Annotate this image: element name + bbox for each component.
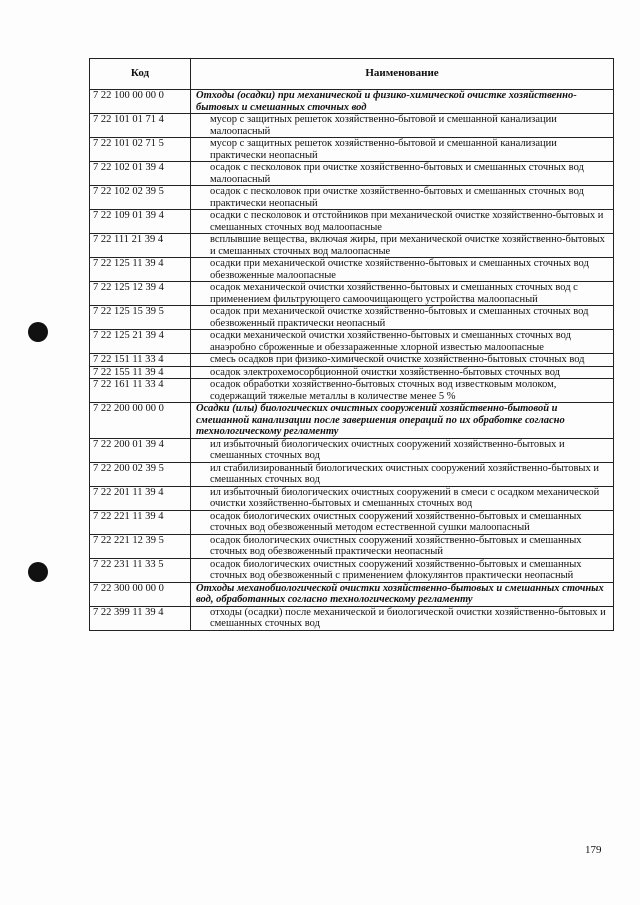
table-row bbox=[90, 138, 614, 162]
row-name: осадок механической очистки хозяйственно-бытовых и смешанных сточных вод с применением фильтрующего самоочищающего устройства малоопасный bbox=[191, 282, 614, 306]
page-number: 179 bbox=[585, 844, 602, 856]
row-name: осадок биологических очистных сооружений хозяйственно-бытовых и смешанных сточных вод обезвоженный методом естественной сушки малоопасный bbox=[191, 510, 614, 534]
row-name: ил стабилизированный биологических очистных сооружений хозяйственно-бытовых и смешанных сточных вод bbox=[191, 462, 614, 486]
punch-hole-top bbox=[28, 322, 48, 342]
row-code: 7 22 125 12 39 4 bbox=[90, 282, 191, 306]
row-code: 7 22 399 11 39 4 bbox=[90, 606, 191, 630]
table-row bbox=[90, 282, 614, 306]
row-name: всплывшие вещества, включая жиры, при механической очистке хозяйственно-бытовых и смешанных сточных вод малоопасные bbox=[191, 234, 614, 258]
row-code: 7 22 151 11 33 4 bbox=[90, 354, 191, 367]
row-name: мусор с защитных решеток хозяйственно-бытовой и смешанной канализации практически неопасный bbox=[191, 138, 614, 162]
row-code: 7 22 155 11 39 4 bbox=[90, 366, 191, 379]
row-code: 7 22 102 01 39 4 bbox=[90, 162, 191, 186]
row-name: осадок с песколовок при очистке хозяйственно-бытовых и смешанных сточных вод малоопасный bbox=[191, 162, 614, 186]
row-name: осадок с песколовок при очистке хозяйственно-бытовых и смешанных сточных вод практически неопасный bbox=[191, 186, 614, 210]
group-title: Осадки (илы) биологических очистных сооружений хозяйственно-бытовой и смешанной канализации после завершения операций по их обработке согласно технологическому регламенту bbox=[191, 403, 614, 439]
row-name: смесь осадков при физико-химической очистке хозяйственно-бытовых сточных вод bbox=[191, 354, 614, 367]
row-code: 7 22 200 01 39 4 bbox=[90, 438, 191, 462]
table-row bbox=[90, 534, 614, 558]
table-row bbox=[90, 486, 614, 510]
table-row bbox=[90, 558, 614, 582]
table-row bbox=[90, 330, 614, 354]
row-code: 7 22 102 02 39 5 bbox=[90, 186, 191, 210]
row-code: 7 22 300 00 00 0 bbox=[90, 582, 191, 606]
row-code: 7 22 125 11 39 4 bbox=[90, 258, 191, 282]
row-name: осадки при механической очистке хозяйственно-бытовых и смешанных сточных вод обезвоженные малоопасные bbox=[191, 258, 614, 282]
table-row bbox=[90, 114, 614, 138]
table-row bbox=[90, 306, 614, 330]
table-row bbox=[90, 366, 614, 379]
row-code: 7 22 111 21 39 4 bbox=[90, 234, 191, 258]
table-row bbox=[90, 162, 614, 186]
group-title: Отходы механобиологической очистки хозяйственно-бытовых и смешанных сточных вод, обработанных согласно технологическому регламенту bbox=[191, 582, 614, 606]
row-code: 7 22 125 15 39 5 bbox=[90, 306, 191, 330]
row-code: 7 22 200 02 39 5 bbox=[90, 462, 191, 486]
table-row bbox=[90, 354, 614, 367]
row-code: 7 22 201 11 39 4 bbox=[90, 486, 191, 510]
row-name: ил избыточный биологических очистных сооружений в смеси с осадком механической очистки хозяйственно-бытовых и смешанных сточных вод bbox=[191, 486, 614, 510]
table-row bbox=[90, 510, 614, 534]
group-title: Отходы (осадки) при механической и физико-химической очистке хозяйственно-бытовых и смешанных сточных вод bbox=[191, 90, 614, 114]
row-code: 7 22 100 00 00 0 bbox=[90, 90, 191, 114]
table-row bbox=[90, 438, 614, 462]
table-group-row bbox=[90, 90, 614, 114]
row-code: 7 22 109 01 39 4 bbox=[90, 210, 191, 234]
table-body bbox=[90, 90, 614, 631]
row-code: 7 22 101 01 71 4 bbox=[90, 114, 191, 138]
row-name: отходы (осадки) после механической и биологической очистки хозяйственно-бытовых и смешанных сточных вод bbox=[191, 606, 614, 630]
table-row bbox=[90, 258, 614, 282]
row-code: 7 22 101 02 71 5 bbox=[90, 138, 191, 162]
column-header-code: Код bbox=[90, 59, 191, 90]
table-row bbox=[90, 379, 614, 403]
row-name: осадки механической очистки хозяйственно-бытовых и смешанных сточных вод анаэробно сброженные и обеззараженные хлорной известью малоопасные bbox=[191, 330, 614, 354]
row-name: осадок обработки хозяйственно-бытовых сточных вод известковым молоком, содержащий тяжелые металлы в количестве менее 5 % bbox=[191, 379, 614, 403]
row-code: 7 22 161 11 33 4 bbox=[90, 379, 191, 403]
table-row bbox=[90, 606, 614, 630]
row-name: мусор с защитных решеток хозяйственно-бытовой и смешанной канализации малоопасный bbox=[191, 114, 614, 138]
row-name: осадок при механической очистке хозяйственно-бытовых и смешанных сточных вод обезвоженный практически неопасный bbox=[191, 306, 614, 330]
table-row bbox=[90, 234, 614, 258]
table-row bbox=[90, 462, 614, 486]
table-group-row bbox=[90, 582, 614, 606]
row-code: 7 22 231 11 33 5 bbox=[90, 558, 191, 582]
table-group-row bbox=[90, 403, 614, 439]
row-code: 7 22 221 11 39 4 bbox=[90, 510, 191, 534]
row-code: 7 22 200 00 00 0 bbox=[90, 403, 191, 439]
row-code: 7 22 221 12 39 5 bbox=[90, 534, 191, 558]
table-row bbox=[90, 210, 614, 234]
row-name: осадок биологических очистных сооружений хозяйственно-бытовых и смешанных сточных вод обезвоженный с применением флокулянтов практически неопасный bbox=[191, 558, 614, 582]
row-name: осадок биологических очистных сооружений хозяйственно-бытовых и смешанных сточных вод обезвоженный практически неопасный bbox=[191, 534, 614, 558]
row-name: ил избыточный биологических очистных сооружений хозяйственно-бытовых и смешанных сточных вод bbox=[191, 438, 614, 462]
punch-hole-bottom bbox=[28, 562, 48, 582]
row-code: 7 22 125 21 39 4 bbox=[90, 330, 191, 354]
row-name: осадки с песколовок и отстойников при механической очистке хозяйственно-бытовых и смешанных сточных вод малоопасные bbox=[191, 210, 614, 234]
row-name: осадок электрохемосорбционной очистки хозяйственно-бытовых сточных вод bbox=[191, 366, 614, 379]
column-header-name: Наименование bbox=[191, 59, 614, 90]
table-header-row bbox=[90, 59, 614, 90]
waste-classification-table bbox=[89, 58, 614, 631]
table-row bbox=[90, 186, 614, 210]
